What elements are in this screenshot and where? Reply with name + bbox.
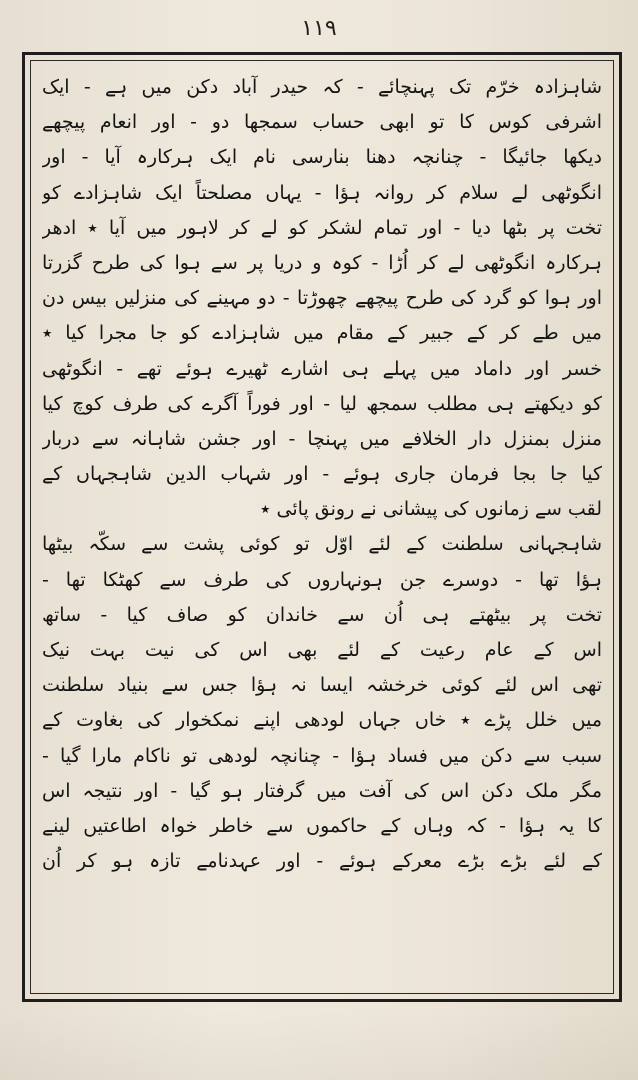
text-line: خسر اور داماد میں پہلے ہی اشارے ٹھیرے ہوئے تھے - انگوٹھی bbox=[42, 357, 602, 380]
text-line: سبب سے دکن میں فساد ہؤا - چنانچہ لودھی تو ناکام مارا گیا - bbox=[42, 744, 602, 767]
text-line: کا یہ ہؤا - کہ وہاں کے حاکموں سے خاطر خواہ اطاعتیں لینے bbox=[42, 814, 602, 837]
text-line: ہؤا تھا - دوسرے جن ہونہاروں کی طرف سے کھٹکا تھا - bbox=[42, 568, 602, 591]
text-line: تخت پر بٹھا دیا - اور تمام لشکر کو لے کر لاہور میں آیا ٭ ادھر bbox=[42, 216, 602, 239]
text-line: اور ہوا کو گرد کی طرح پیچھے چھوڑتا - دو مہینے کی منزلیں بیس دن bbox=[42, 287, 602, 310]
text-line: شاہزادہ خرّم تک پہنچائے - کہ حیدر آباد دکن میں ہے - ایک bbox=[42, 76, 602, 98]
text-line: میں طے کر کے جبیر کے مقام میں شاہزادے کو جا مجرا کیا ٭ bbox=[42, 322, 602, 345]
text-line: تخت پر بیٹھتے ہی اُن سے خاندان کو صاف کیا - ساتھ bbox=[42, 603, 602, 626]
text-line: کو دیکھتے ہی مطلب سمجھ لیا - اور فوراً آگرے کی طرف کوچ کیا bbox=[42, 392, 602, 415]
text-line: اشرفی کوس کا تو ابھی حساب سمجھا دو - اور انعام پیچھے bbox=[42, 111, 602, 134]
text-line: میں خلل پڑے ٭ خاں جہاں لودھی اپنے نمکخوار کی بغاوت کے bbox=[42, 709, 602, 732]
text-line: لقب سے زمانوں کی پیشانی نے رونق پائی ٭ bbox=[260, 498, 602, 521]
text-line: انگوٹھی لے سلام کر روانہ ہؤا - یہاں مصلحتاً ایک شاہزادے کو bbox=[42, 181, 602, 204]
text-line: ہرکارہ انگوٹھی لے کر اُڑا - کوہ و دریا پر سے ہوا کی طرح گزرتا bbox=[42, 251, 602, 274]
text-line: مگر ملک دکن اس کی آفت میں گرفتار ہو گیا - اور نتیجہ اس bbox=[42, 779, 602, 802]
text-line: اس کے عام رعیت کے لئے بھی اس کی نیت بہت نیک bbox=[42, 639, 602, 661]
text-line: منزل بمنزل دار الخلافے میں پہنچا - اور جشن شاہانہ سے دربار bbox=[42, 427, 602, 450]
urdu-text-body bbox=[42, 70, 602, 990]
page-number: ١١٩ bbox=[301, 16, 337, 41]
text-line: دیکھا جائیگا - چنانچہ دھنا بنارسی نام ایک ہرکارہ آیا - اور bbox=[42, 146, 602, 169]
text-line: کے لئے بڑے بڑے معرکے ہوئے - اور عہدنامے تازہ ہو کر اُن bbox=[42, 850, 602, 873]
text-line: کیا جا بجا فرمان جاری ہوئے - اور شہاب الدین شاہجہاں کے bbox=[42, 463, 602, 486]
text-line: تھی اس لئے کوئی خرخشہ ایسا نہ ہؤا جس سے بنیاد سلطنت bbox=[42, 674, 602, 697]
text-line: شاہجہانی سلطنت کے لئے اوّل تو کوئی پشت سے سکّہ بیٹھا bbox=[42, 533, 602, 556]
page-bottom-margin bbox=[0, 1010, 638, 1080]
